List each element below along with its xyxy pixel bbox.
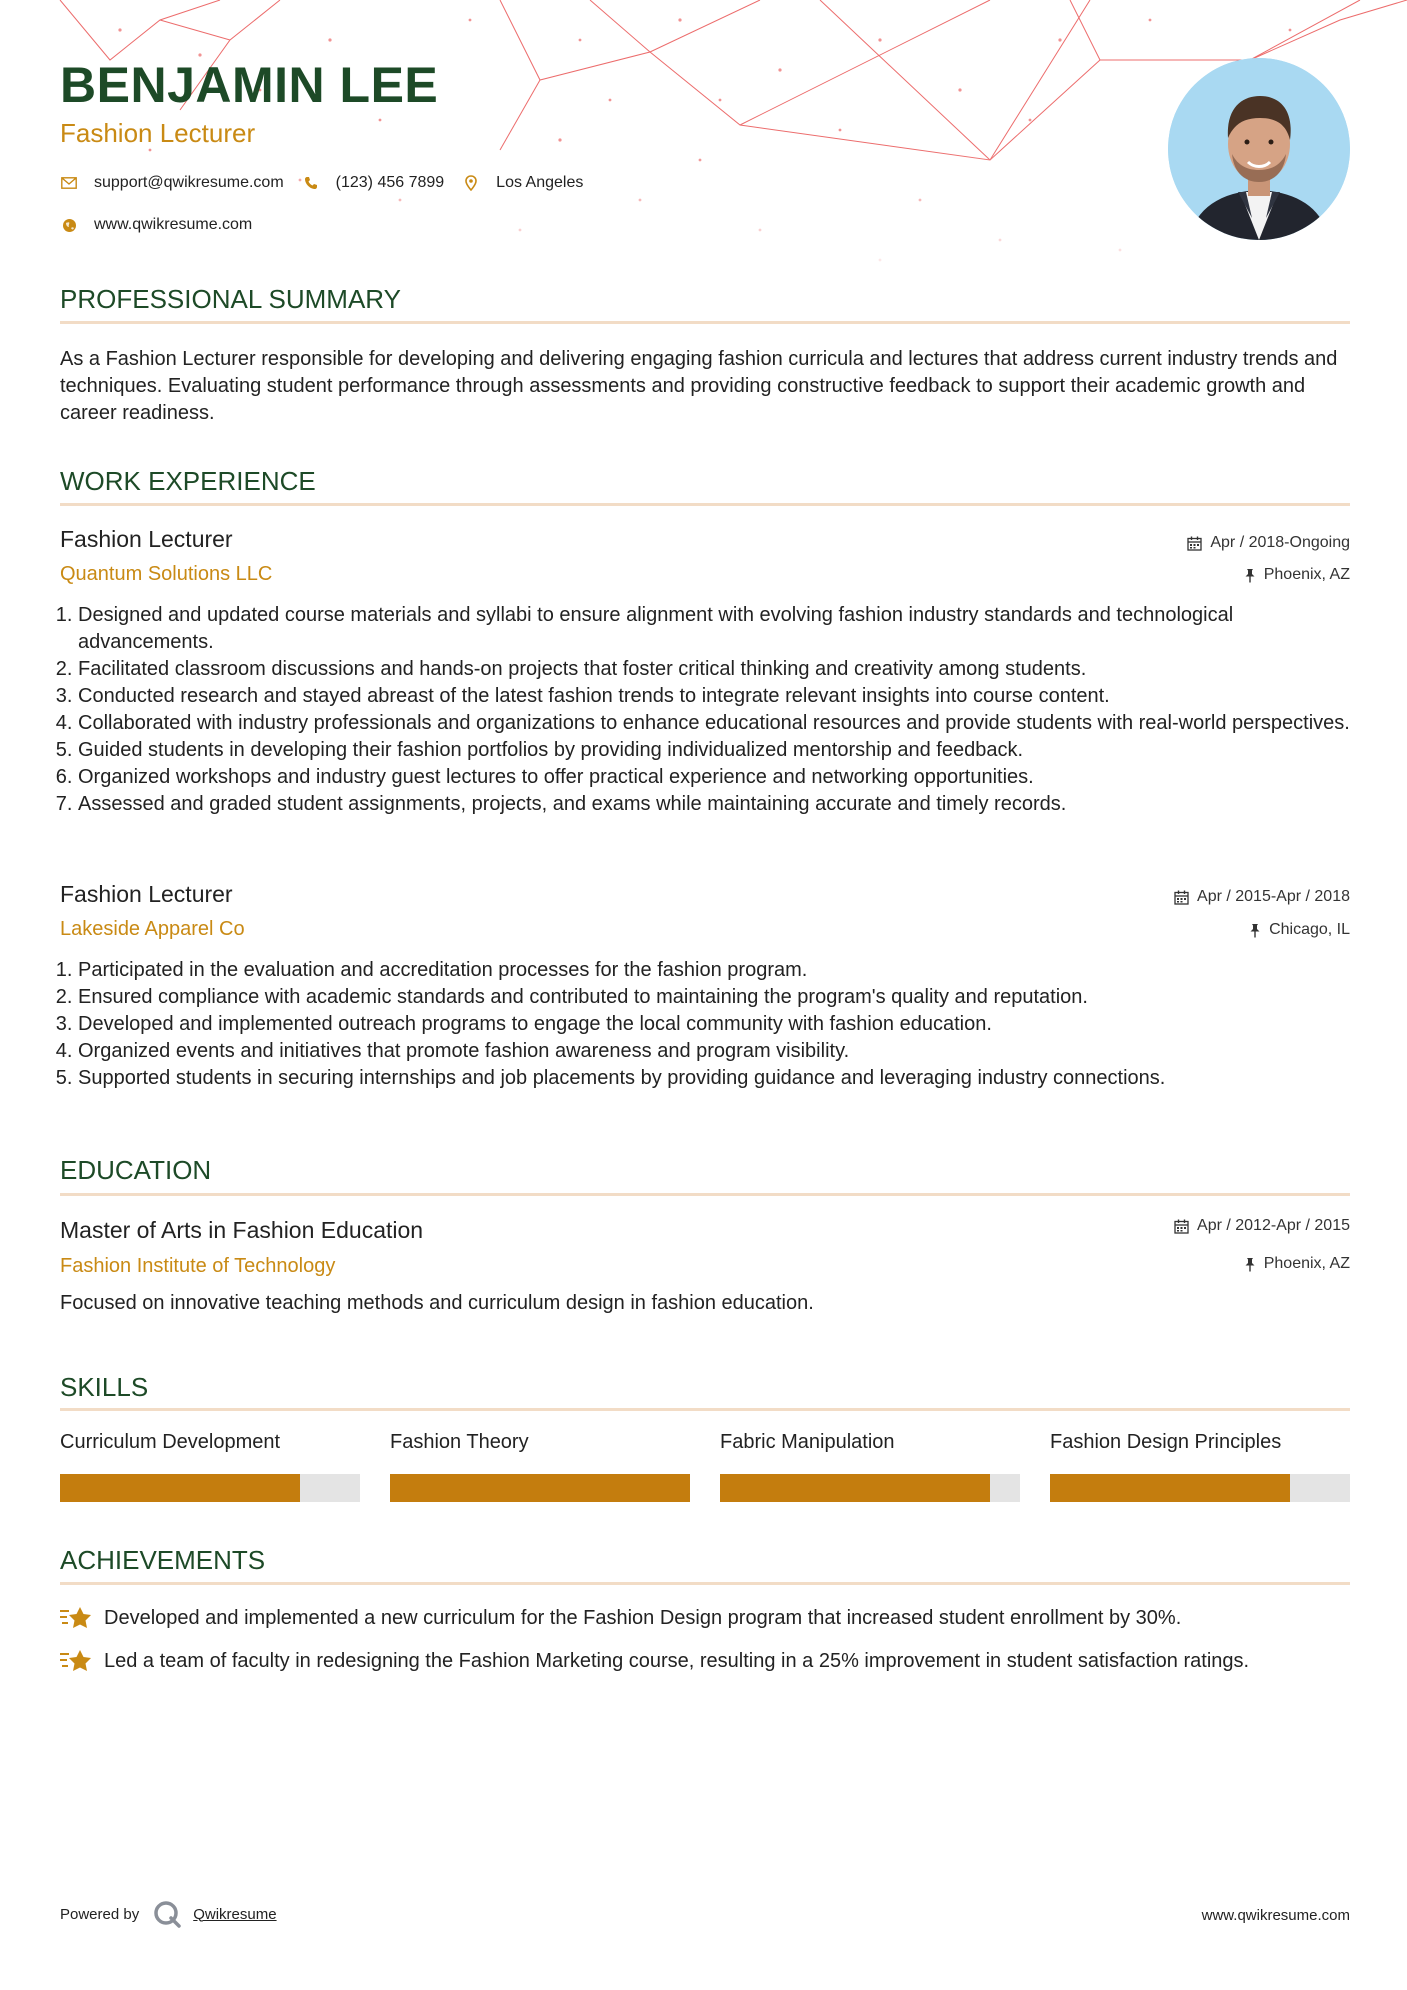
skill-bar xyxy=(720,1474,1020,1502)
job-location-text: Phoenix, AZ xyxy=(1263,566,1350,583)
achievement-text: Led a team of faculty in redesigning the Fashion Marketing course, resulting in a 25% improvement in student satisfaction ratings. xyxy=(104,1650,1250,1672)
education-location xyxy=(1244,1256,1350,1272)
skill-bar-fill xyxy=(720,1474,990,1502)
skills-heading: SKILLS xyxy=(60,1372,149,1402)
bullet-item: 7. Assessed and graded student assignments, projects, and exams while maintaining accurate and timely records. xyxy=(78,791,1368,818)
star-icon xyxy=(60,1648,92,1674)
job-location xyxy=(1249,922,1350,938)
skill-bar-fill xyxy=(60,1474,300,1502)
job-company: Lakeside Apparel Co xyxy=(60,918,245,940)
bullet-item: 5. Supported students in securing internships and job placements by providing guidance and leveraging industry connections. xyxy=(78,1065,1368,1092)
job-company: Quantum Solutions LLC xyxy=(60,563,273,585)
job-dates xyxy=(1174,889,1350,905)
skill-bar-fill xyxy=(1050,1474,1290,1502)
section-divider xyxy=(60,1193,1350,1196)
calendar-icon xyxy=(1174,1219,1189,1234)
footer-url[interactable]: www.qwikresume.com xyxy=(1201,1907,1350,1924)
globe-icon xyxy=(60,216,78,234)
experience-heading: WORK EXPERIENCE xyxy=(60,466,316,496)
phone-icon xyxy=(302,174,320,192)
email-item[interactable] xyxy=(60,174,284,192)
job-location-text: Chicago, IL xyxy=(1269,921,1350,938)
skill-bar xyxy=(1050,1474,1350,1502)
pushpin-icon xyxy=(1244,1257,1256,1272)
pushpin-icon xyxy=(1249,923,1261,938)
skill-name: Fashion Design Principles xyxy=(1050,1431,1282,1453)
skill-item xyxy=(1050,1432,1350,1502)
education-dates-text: Apr / 2012-Apr / 2015 xyxy=(1197,1217,1350,1234)
calendar-icon xyxy=(1187,536,1202,551)
skill-bar xyxy=(60,1474,360,1502)
job-dates-text: Apr / 2018-Ongoing xyxy=(1210,534,1350,551)
section-divider xyxy=(60,1582,1350,1585)
section-divider xyxy=(60,321,1350,324)
skill-name: Curriculum Development xyxy=(60,1431,281,1453)
email-text: support@qwikresume.com xyxy=(94,174,284,191)
achievement-item xyxy=(60,1605,1350,1632)
skill-name: Fabric Manipulation xyxy=(720,1431,895,1453)
website-row xyxy=(60,216,270,234)
skill-bar xyxy=(390,1474,690,1502)
education-heading: EDUCATION xyxy=(60,1155,212,1185)
section-divider xyxy=(60,1408,1350,1411)
job-bullets xyxy=(60,602,1368,818)
achievements-heading: ACHIEVEMENTS xyxy=(60,1545,266,1575)
bullet-item: 3. Conducted research and stayed abreast of the latest fashion trends to integrate relevant insights into course content. xyxy=(78,683,1368,710)
job-dates xyxy=(1187,535,1350,551)
phone-text: (123) 456 7899 xyxy=(335,174,445,191)
skill-item xyxy=(720,1432,1020,1502)
profile-photo xyxy=(1168,58,1350,240)
qwikresume-link[interactable]: Qwikresume xyxy=(193,1905,277,1923)
website-item[interactable] xyxy=(60,216,252,234)
avatar xyxy=(1168,58,1350,240)
bullet-item: 6. Organized workshops and industry guest lectures to offer practical experience and networking opportunities. xyxy=(78,764,1368,791)
skill-item xyxy=(60,1432,360,1502)
skill-bar-fill xyxy=(390,1474,690,1502)
summary-heading: PROFESSIONAL SUMMARY xyxy=(60,284,401,314)
bullet-item: 1. Designed and updated course materials and syllabi to ensure alignment with evolving fashion industry standards and technological advancements. xyxy=(78,602,1368,656)
star-icon xyxy=(60,1605,92,1631)
phone-item[interactable] xyxy=(302,174,445,192)
education-dates xyxy=(1174,1218,1350,1234)
job-location xyxy=(1244,567,1350,583)
envelope-icon xyxy=(60,174,78,192)
bullet-item: 2. Facilitated classroom discussions and hands-on projects that foster critical thinking and creativity among students. xyxy=(78,656,1368,683)
location-item xyxy=(462,174,583,192)
location-text: Los Angeles xyxy=(496,174,584,191)
footer-powered-by xyxy=(60,1900,277,1928)
section-divider xyxy=(60,503,1350,506)
job-dates-text: Apr / 2015-Apr / 2018 xyxy=(1197,888,1350,905)
job-bullets xyxy=(60,957,1368,1092)
skills-list xyxy=(60,1432,1350,1502)
calendar-icon xyxy=(1174,890,1189,905)
qwikresume-logo-icon xyxy=(153,1900,181,1928)
job-title: Fashion Lecturer xyxy=(60,881,233,907)
bullet-item: 1. Participated in the evaluation and accreditation processes for the fashion program. xyxy=(78,957,1368,984)
pushpin-icon xyxy=(1244,568,1256,583)
bullet-item: 4. Organized events and initiatives that promote fashion awareness and program visibility. xyxy=(78,1038,1368,1065)
powered-by-label: Powered by xyxy=(60,1905,140,1923)
education-degree: Master of Arts in Fashion Education xyxy=(60,1217,424,1243)
achievement-item xyxy=(60,1648,1350,1675)
bullet-item: 4. Collaborated with industry professionals and organizations to enhance educational resources and provide students with real-world perspectives. xyxy=(78,710,1368,737)
job-title: Fashion Lecturer xyxy=(60,526,233,552)
contact-row xyxy=(60,174,601,192)
education-location-text: Phoenix, AZ xyxy=(1263,1255,1350,1272)
candidate-name: BENJAMIN LEE xyxy=(60,57,439,113)
candidate-role: Fashion Lecturer xyxy=(60,118,256,148)
skill-name: Fashion Theory xyxy=(390,1431,529,1453)
skill-item xyxy=(390,1432,690,1502)
bullet-item: 5. Guided students in developing their fashion portfolios by providing individualized mentorship and feedback. xyxy=(78,737,1368,764)
website-text: www.qwikresume.com xyxy=(94,216,253,233)
bullet-item: 2. Ensured compliance with academic standards and contributed to maintaining the program's quality and reputation. xyxy=(78,984,1368,1011)
education-school: Fashion Institute of Technology xyxy=(60,1255,336,1277)
bullet-item: 3. Developed and implemented outreach programs to engage the local community with fashion education. xyxy=(78,1011,1368,1038)
map-pin-icon xyxy=(462,174,480,192)
summary-text: As a Fashion Lecturer responsible for developing and delivering engaging fashion curricula and lectures that address current industry trends and techniques. Evaluating student performance through assessments and providing constructive feedback to support their academic growth and career readiness. xyxy=(60,348,1338,424)
achievement-text: Developed and implemented a new curriculum for the Fashion Design program that increased student enrollment by 30%. xyxy=(104,1607,1182,1629)
education-description: Focused on innovative teaching methods and curriculum design in fashion education. xyxy=(60,1292,814,1314)
